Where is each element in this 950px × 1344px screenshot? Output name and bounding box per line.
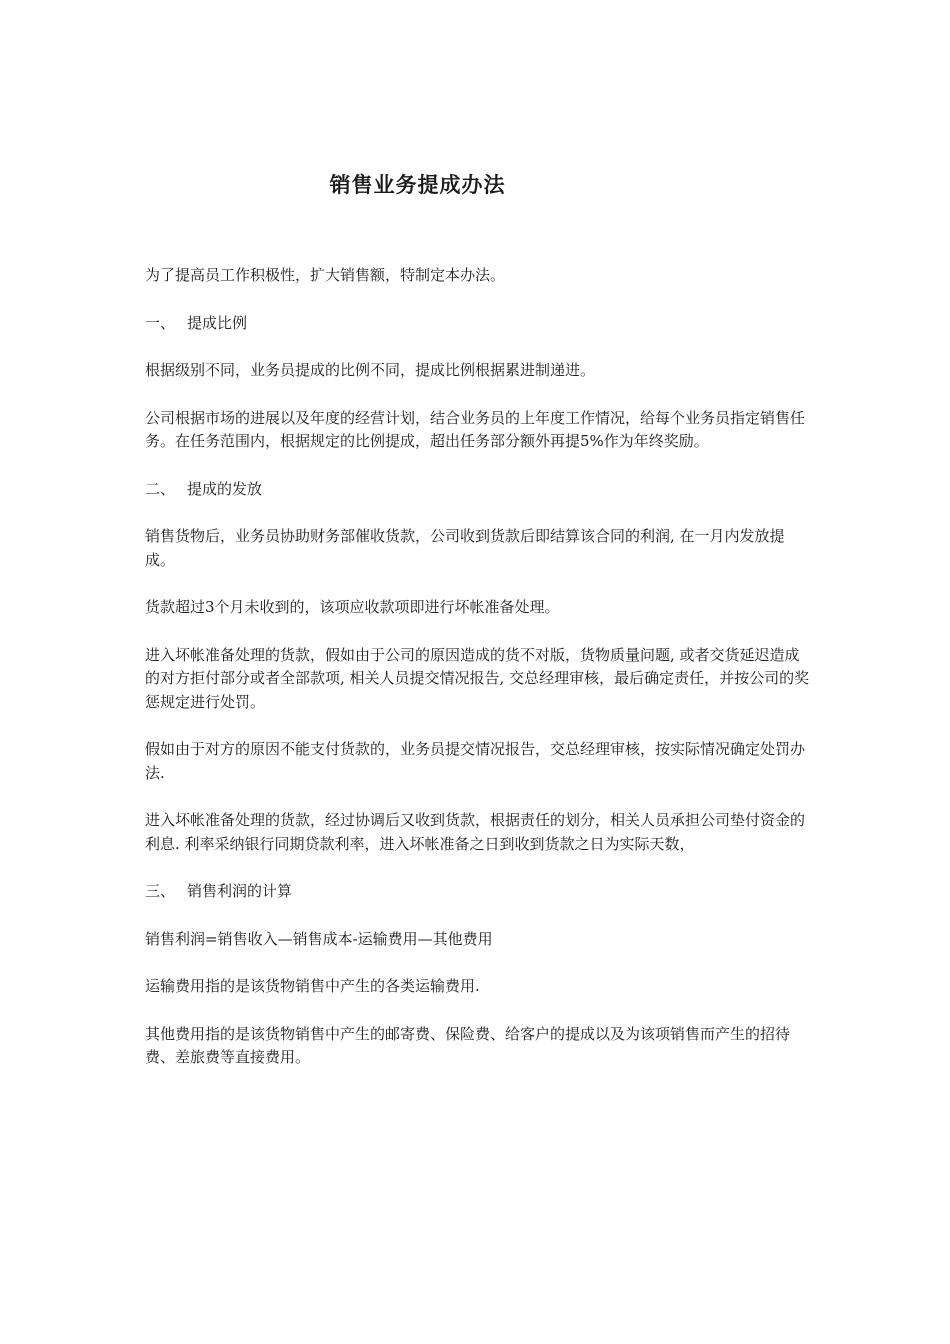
paragraph: 货款超过3个月未收到的，该项应收款项即进行坏帐准备处理。 — [145, 598, 560, 616]
section-title: 提成的发放 — [187, 479, 263, 498]
section-number: 三、 — [145, 882, 176, 900]
section-heading-1 — [145, 312, 810, 336]
section-heading-2 — [145, 478, 810, 502]
paragraph: 其他费用指的是该货物销售中产生的邮寄费、保险费、给客户的提成以及为该项销售而产生的招待费、差旅费等直接费用。 — [145, 1024, 791, 1066]
paragraph: 销售利润=销售收入—销售成本-运输费用—其他费用 — [145, 929, 493, 948]
section-number: 一、 — [145, 313, 176, 332]
paragraph: 公司根据市场的进展以及年度的经营计划，结合业务员的上年度工作情况，给每个业务员指定销售任务。在任务范围内，根据规定的比例提成，超出任务部分额外再提5%作为年终奖励。 — [145, 408, 806, 450]
document-body — [145, 264, 810, 1094]
paragraph: 进入坏帐准备处理的货款，假如由于公司的原因造成的货不对版，货物质量问题, 或者交货延迟造成的对方拒付部分或者全部款项, 相关人员提交情况报告, 交总经理审核，最后确定责任，并按公司的奖惩规定进行处罚。 — [145, 645, 810, 711]
paragraph: 进入坏帐准备处理的货款，经过协调后又收到货款，根据责任的划分，相关人员承担公司垫付资金的利息. 利率采纳银行同期贷款利率，进入坏帐准备之日到收到货款之日为实际天数， — [145, 811, 806, 853]
intro-paragraph: 为了提高员工作积极性，扩大销售额，特制定本办法。 — [145, 266, 506, 284]
document-title: 销售业务提成办法 — [329, 172, 506, 197]
paragraph: 销售货物后，业务员协助财务部催收货款，公司收到货款后即结算该合同的利润, 在一月内发放提成。 — [145, 527, 785, 569]
section-heading-3 — [145, 880, 810, 904]
section-number: 二、 — [145, 479, 176, 498]
paragraph: 根据级别不同，业务员提成的比例不同，提成比例根据累进制递进。 — [145, 361, 596, 379]
paragraph: 假如由于对方的原因不能支付货款的，业务员提交情况报告，交总经理审核，按实际情况确定处罚办法. — [145, 740, 806, 782]
section-title: 提成比例 — [187, 313, 248, 332]
paragraph: 运输费用指的是该货物销售中产生的各类运输费用. — [145, 977, 480, 995]
section-title: 销售利润的计算 — [187, 882, 293, 900]
